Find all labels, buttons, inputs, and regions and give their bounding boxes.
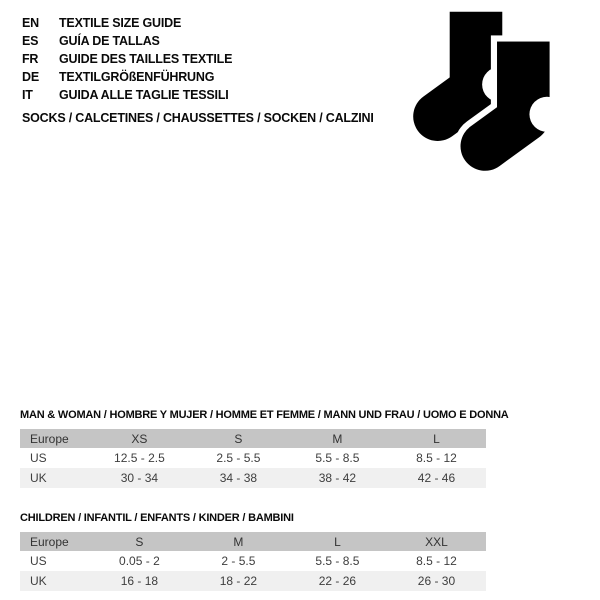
table-row [20,551,486,571]
size-cell: 30 - 34 [90,468,189,488]
language-row [22,50,232,68]
column-header: Europe [20,532,90,551]
language-label: GUIDA ALLE TAGLIE TESSILI [59,88,229,102]
size-cell: 22 - 26 [288,571,387,591]
column-header: L [288,532,387,551]
column-header: M [189,532,288,551]
socks-icon-svg [404,10,562,180]
language-row [22,14,232,32]
size-cell: 2.5 - 5.5 [216,451,261,465]
language-code: DE [22,70,39,84]
size-table-children [20,512,486,591]
table-header-row [20,429,486,448]
size-cell: 16 - 18 [90,571,189,591]
language-label: TEXTILGRÖßENFÜHRUNG [59,70,215,84]
size-cell: 18 - 22 [189,571,288,591]
size-cell: 5.5 - 8.5 [315,554,360,568]
size-cell: 8.5 - 12 [416,554,457,568]
size-cell: 34 - 38 [189,468,288,488]
row-label: US [30,451,47,465]
language-code: FR [22,52,39,66]
size-cell: 38 - 42 [288,468,387,488]
row-label: UK [20,468,90,488]
table-title: MAN & WOMAN / HOMBRE Y MUJER / HOMME ET FEMME / MANN UND FRAU / UOMO E DONNA [20,409,509,421]
size-cell: 42 - 46 [387,468,486,488]
size-cell: 26 - 30 [387,571,486,591]
size-cell: 12.5 - 2.5 [114,451,165,465]
language-row [22,68,232,86]
table-header-row [20,532,486,551]
size-table [20,429,486,488]
size-cell: 2 - 5.5 [221,554,256,568]
size-cell: 0.05 - 2 [119,554,160,568]
language-label: GUÍA DE TALLAS [59,34,160,48]
size-cell: 5.5 - 8.5 [315,451,360,465]
row-label: UK [20,571,90,591]
size-table [20,532,486,591]
size-table-adults [20,409,509,488]
category-title: SOCKS / CALCETINES / CHAUSSETTES / SOCKEN / CALZINI [22,111,374,125]
table-row [20,468,486,488]
column-header: S [189,429,288,448]
table-row [20,448,486,468]
language-list [22,14,232,104]
language-code: IT [22,88,33,102]
language-row [22,86,232,104]
column-header: Europe [20,429,90,448]
row-label: US [30,554,47,568]
table-title: CHILDREN / INFANTIL / ENFANTS / KINDER / BAMBINI [20,512,294,524]
language-code: ES [22,34,39,48]
column-header: S [90,532,189,551]
column-header: L [387,429,486,448]
size-cell: 8.5 - 12 [416,451,457,465]
table-row [20,571,486,591]
language-label: TEXTILE SIZE GUIDE [59,16,182,30]
language-code: EN [22,16,39,30]
socks-icon [404,10,562,180]
column-header: XS [90,429,189,448]
column-header: M [288,429,387,448]
language-label: GUIDE DES TAILLES TEXTILE [59,52,233,66]
language-row [22,32,232,50]
column-header: XXL [387,532,486,551]
